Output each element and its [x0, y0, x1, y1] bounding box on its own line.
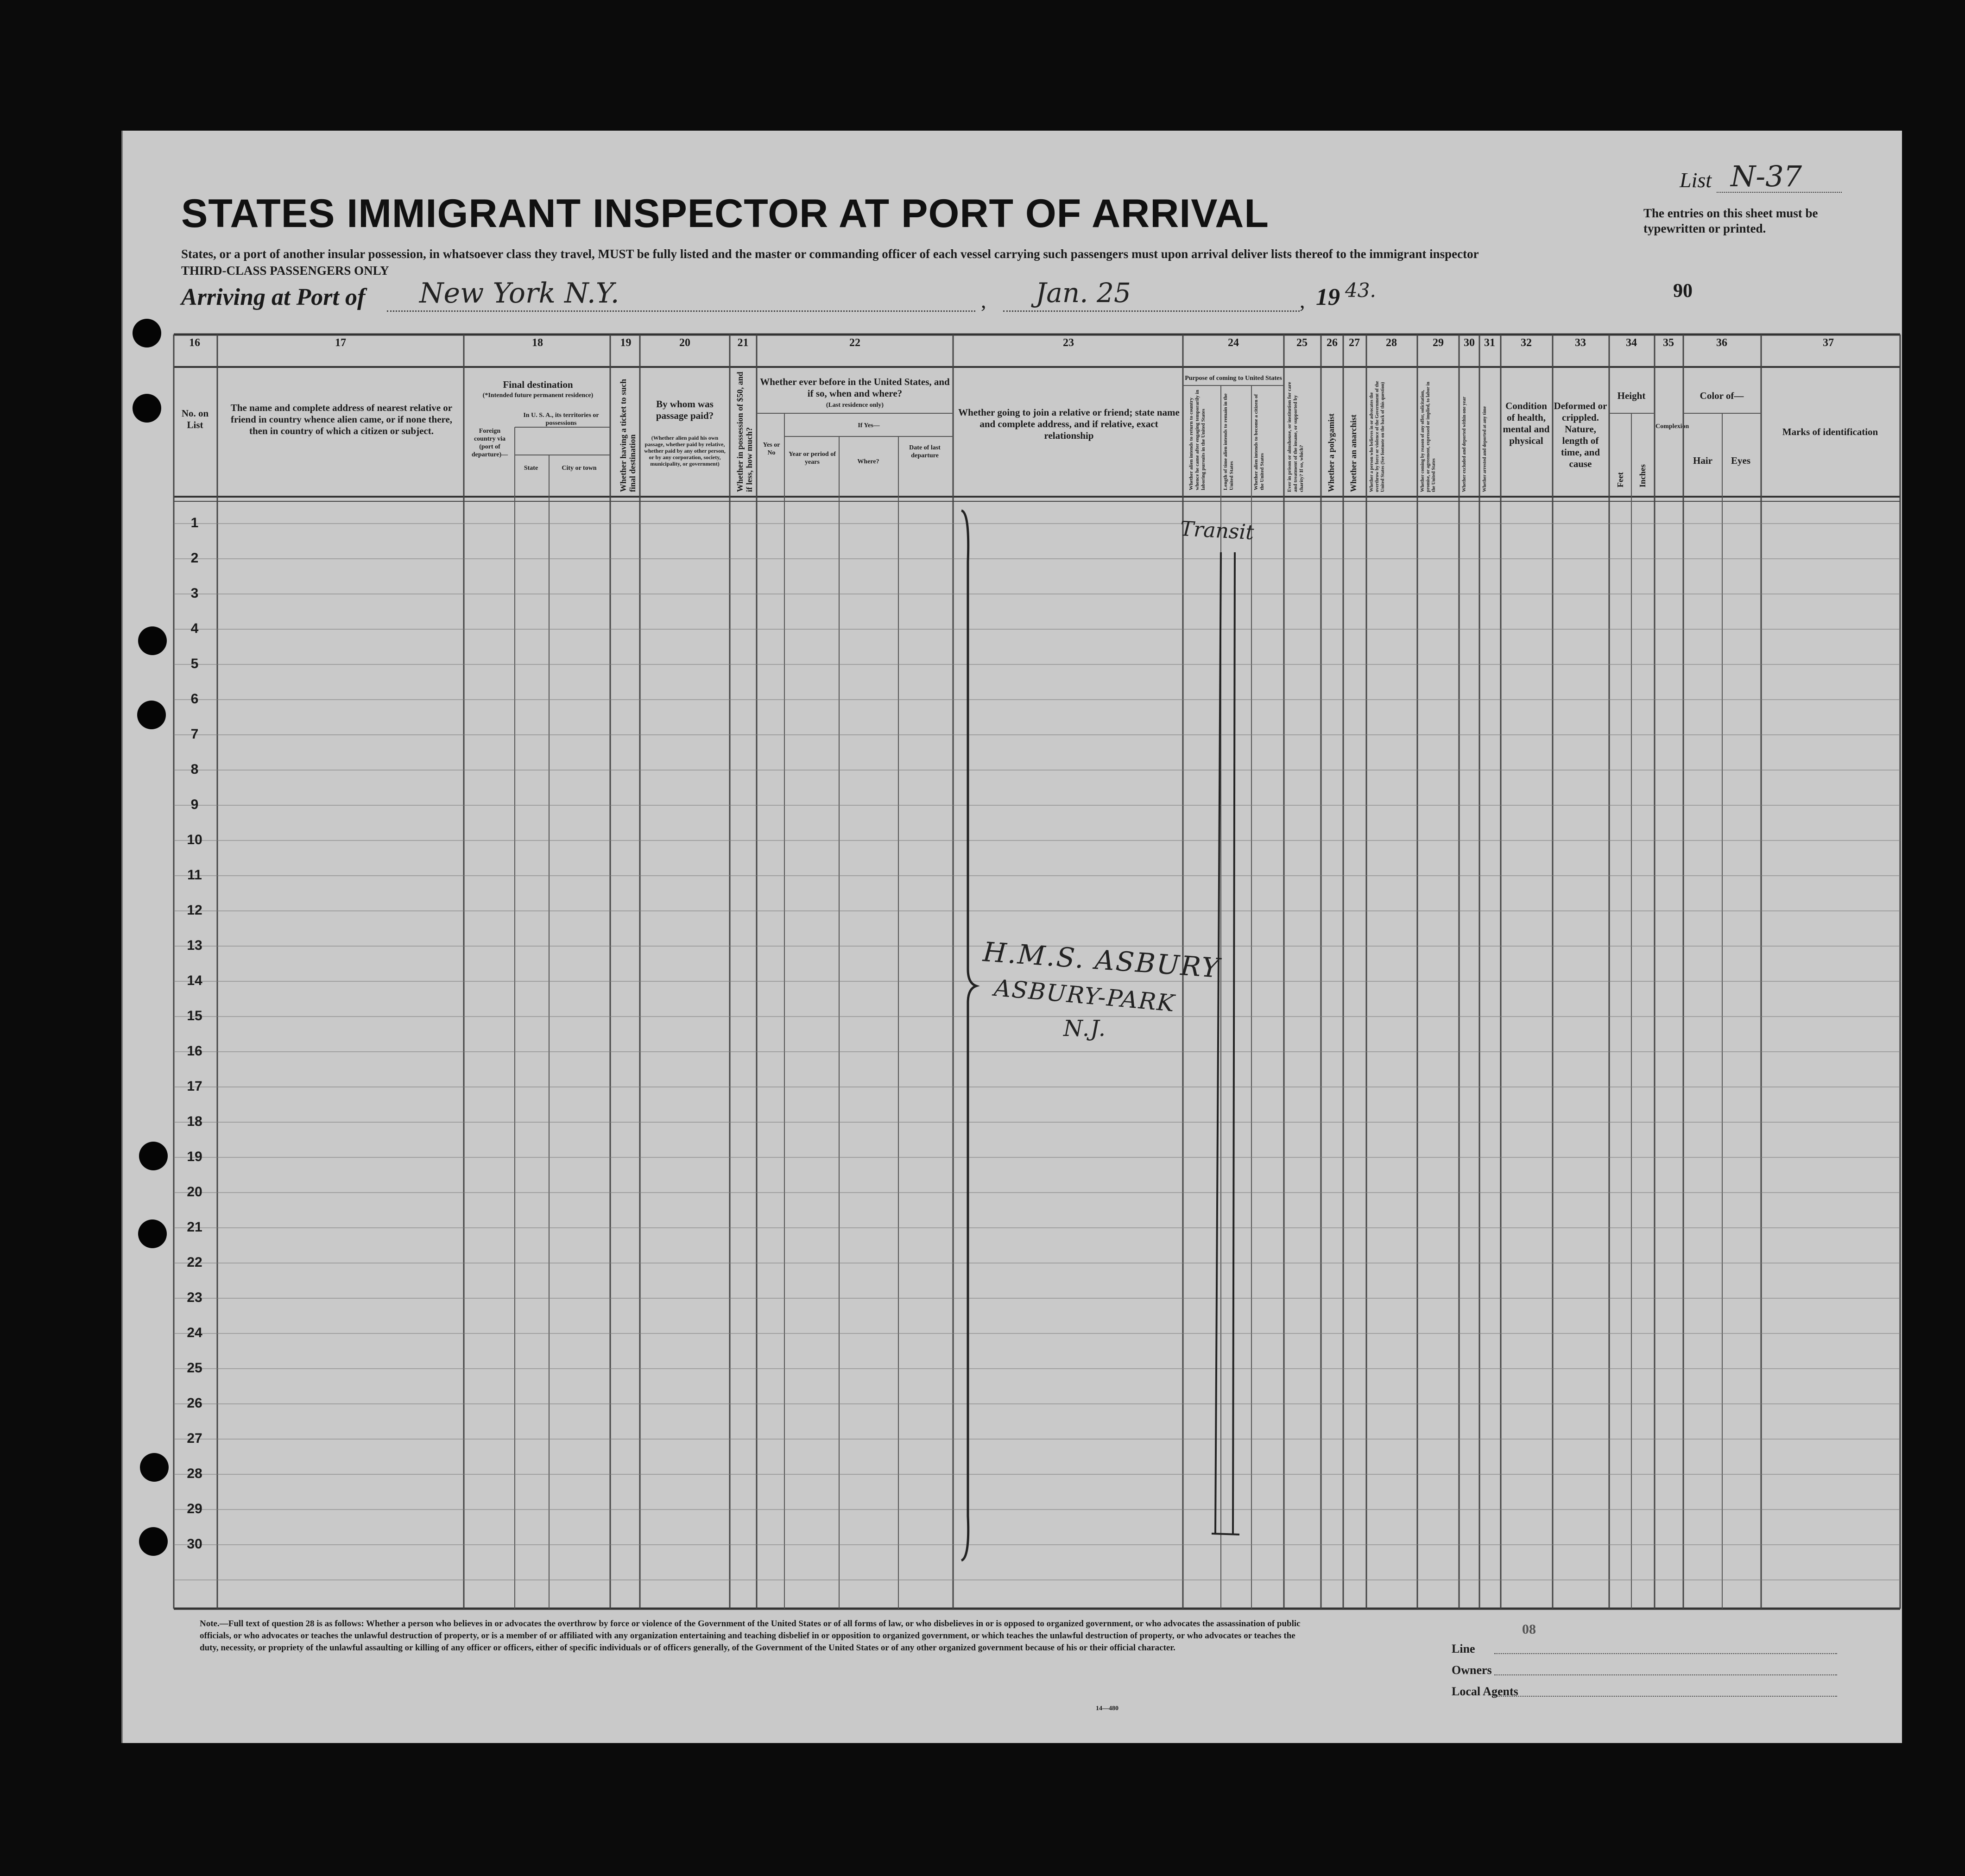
hdr-prison: Ever in prison or almshouse, or institution for care and treatment of the insane, or supported by charity? If so, which? — [1287, 382, 1304, 492]
hdr-state: State — [524, 465, 538, 472]
row-number: 7 — [190, 726, 199, 742]
col-num-18: 18 — [532, 337, 543, 349]
row-number: 25 — [187, 1360, 202, 1376]
hdr-possession-50: Whether in possession of $50, and if less, how much? — [735, 372, 754, 492]
hdr-foreign-country: Foreign country via (port of departure)— — [471, 428, 508, 458]
hdr-last-residence: (Last residence only) — [826, 402, 884, 409]
arriving-label: Arriving at Port of — [181, 284, 366, 310]
hdr-purpose-b: Length of time alien intends to remain in the United States — [1223, 393, 1234, 490]
year-suffix: 43. — [1345, 279, 1376, 302]
hdr-name-address: The name and complete address of nearest relative or friend in country whence alien came, or if none there, then in country of which a citizen or subject. — [230, 402, 453, 436]
hdr-hair: Hair — [1693, 455, 1712, 466]
hdr-in-usa: In U. S. A., its territories or possessions — [523, 412, 599, 427]
row-number: 3 — [190, 586, 199, 601]
row-number: 20 — [187, 1184, 202, 1200]
punch-hole — [138, 626, 167, 655]
line-rule — [1494, 1653, 1837, 1654]
row-number: 8 — [190, 762, 199, 777]
col-num-35: 35 — [1663, 337, 1674, 349]
comma: , — [981, 289, 986, 312]
punch-hole — [137, 701, 166, 729]
row-number: 28 — [187, 1466, 202, 1481]
row-number: 21 — [187, 1219, 202, 1235]
hdr-eyes: Eyes — [1731, 455, 1750, 466]
row-number: 29 — [187, 1501, 202, 1516]
col-num-20: 20 — [679, 337, 690, 349]
row-number: 6 — [190, 691, 199, 707]
col-num-31: 31 — [1484, 337, 1495, 349]
hdr-join-relative: Whether going to join a relative or friend; state name and complete address, and if relative, exact relationship — [958, 407, 1180, 441]
col-num-28: 28 — [1386, 337, 1397, 349]
row-number: 14 — [187, 973, 202, 988]
hdr-q30: Whether excluded and deported within one year — [1462, 397, 1467, 492]
hdr-q29: Whether coming by reason of any offer, solicitation, promise, or agreement, expressed or implied, to labor in the United States — [1420, 381, 1436, 492]
hdr-yes-no: Yes or No — [763, 442, 780, 456]
comma-2: , — [1300, 289, 1305, 312]
col-num-16: 16 — [189, 337, 200, 349]
punch-hole — [138, 1219, 167, 1248]
hdr-year-period: Year or period of years — [789, 451, 836, 466]
row-number: 26 — [187, 1396, 202, 1411]
agents-rule — [1494, 1696, 1837, 1697]
hdr-no-on-list: No. on List — [181, 408, 209, 430]
row-number: 19 — [187, 1149, 202, 1164]
hdr-purpose-a: Whether alien intends to return to country whence he came after engaging temporarily in laboring pursuits in the United States — [1188, 390, 1206, 490]
agents-label: Local Agents — [1452, 1685, 1518, 1698]
subtitle-line1: States, or a port of another insular possession, in whatsoever class they travel, MUST be fully listed and the master or commanding officer of each vessel carrying such passengers must upon arrival deliver lists thereof to the immigrant inspector — [181, 247, 1479, 261]
row-number: 2 — [190, 550, 199, 566]
col-num-32: 32 — [1521, 337, 1532, 349]
hdr-q28: Whether a person who believes in or advocates the overthrow by force or violence of the Government of the United States (See footnote on the back of this question) — [1369, 381, 1385, 492]
hdr-marks: Marks of identification — [1782, 426, 1878, 437]
bracket-marks — [948, 506, 1411, 1585]
row-number: 24 — [187, 1325, 202, 1340]
hdr-complexion: Complexion — [1655, 423, 1689, 430]
col-num-21: 21 — [737, 337, 749, 349]
hdr-passage-paid: By whom was passage paid? — [656, 398, 714, 421]
col-num-25: 25 — [1296, 337, 1308, 349]
row-number: 12 — [187, 903, 202, 918]
hdr-city: City or town — [562, 465, 597, 472]
col-num-19: 19 — [620, 337, 632, 349]
row-number: 18 — [187, 1114, 202, 1129]
col-num-24: 24 — [1228, 337, 1239, 349]
date-value: Jan. 25 — [1036, 277, 1131, 309]
owners-rule — [1494, 1674, 1837, 1675]
row-number: 10 — [187, 832, 202, 847]
row-number: 4 — [190, 621, 199, 636]
owners-label: Owners — [1452, 1663, 1492, 1677]
col-num-27: 27 — [1349, 337, 1360, 349]
list-number: N-37 — [1731, 159, 1802, 193]
col-num-23: 23 — [1063, 337, 1074, 349]
hdr-height: Height — [1617, 390, 1646, 401]
col-num-26: 26 — [1327, 337, 1338, 349]
row-number: 27 — [187, 1431, 202, 1446]
row-number: 9 — [190, 797, 199, 812]
hdr-if-yes: If Yes— — [858, 422, 880, 429]
hdr-ticket: Whether having a ticket to such final destination — [619, 379, 637, 492]
row-number: 11 — [187, 867, 202, 883]
hdr-polygamist: Whether a polygamist — [1327, 413, 1336, 492]
port-value: New York N.Y. — [419, 277, 619, 310]
hdr-feet: Feet — [1616, 472, 1625, 487]
col-num-17: 17 — [335, 337, 346, 349]
punch-hole — [133, 319, 161, 347]
manifest-sheet — [121, 131, 1902, 1743]
hdr-condition: Condition of health, mental and physical — [1503, 400, 1550, 446]
hdr-anarchist: Whether an anarchist — [1349, 414, 1358, 492]
row-number: 1 — [190, 515, 199, 531]
row-number: 13 — [187, 938, 202, 953]
punch-hole — [133, 394, 161, 423]
ship-line-1: H.M.S. ASBURY — [982, 936, 1222, 984]
punch-hole — [140, 1453, 169, 1482]
row-number: 23 — [187, 1290, 202, 1305]
form-number: 14—480 — [1096, 1705, 1118, 1712]
typed-note: The entries on this sheet must be typewritten or printed. — [1643, 206, 1818, 235]
transit-entry: Transit — [1179, 517, 1255, 545]
hdr-purpose: Purpose of coming to United States — [1185, 375, 1282, 382]
hdr-purpose-c: Whether alien intends to become a citizen of the United States — [1253, 394, 1265, 490]
hdr-final-destination: Final destination — [503, 379, 573, 390]
row-number: 22 — [187, 1255, 202, 1270]
footnote: Note.—Full text of question 28 is as follows: Whether a person who believes in or advocates the overthrow by force or violence of the Government of the United States or of all forms of law, or who disbelieves in or is opposed to organized government, or who advocates the assassination of public officials, or who advocates or teaches the unlawful destruction of property, or is a member of or affiliated with any organization entertaining and teaching disbelief in or opposition to organized government, or which teaches the unlawful destruction of property, or who advocates or teaches the duty, necessity, or propriety of the unlawful assaulting or killing of any officer or officers, either of specific individuals or of officers generally, of the Government of the United States or of any other organized government because of his or their official character. — [200, 1619, 1301, 1653]
hdr-q31: Whether arrested and deported at any time — [1482, 406, 1487, 492]
stamp-mark: 08 — [1522, 1622, 1536, 1637]
subtitle-line2: THIRD-CLASS PASSENGERS ONLY — [181, 264, 389, 278]
ship-line-3: N.J. — [1063, 1016, 1106, 1042]
hdr-passage-paid-note: (Whether alien paid his own passage, whether paid by relative, whether paid by any other person, or by any corporation, society, municipality, or government) — [644, 435, 726, 467]
hdr-final-destination-note: (*Intended future permanent residence) — [482, 392, 594, 399]
col-num-34: 34 — [1626, 337, 1637, 349]
col-num-37: 37 — [1823, 337, 1834, 349]
row-number: 30 — [187, 1536, 202, 1552]
hdr-ever-before: Whether ever before in the United States, and if so, when and where? — [760, 376, 950, 399]
punch-hole — [139, 1142, 168, 1170]
hdr-date-last-departure: Date of last departure — [909, 444, 941, 459]
row-number: 5 — [190, 656, 199, 671]
row-number: 17 — [187, 1079, 202, 1094]
row-number: 16 — [187, 1043, 202, 1059]
hdr-color-of: Color of— — [1700, 390, 1744, 401]
row-number: 15 — [187, 1008, 202, 1023]
col-num-30: 30 — [1464, 337, 1475, 349]
ship-line-2: ASBURY-PARK — [993, 974, 1176, 1017]
hdr-deformed: Deformed or crippled. Nature, length of time, and cause — [1554, 400, 1607, 469]
col-num-29: 29 — [1433, 337, 1444, 349]
punch-hole — [139, 1527, 168, 1556]
col-num-22: 22 — [849, 337, 860, 349]
page-title: STATES IMMIGRANT INSPECTOR AT PORT OF ARRIVAL — [181, 191, 1269, 236]
col-num-33: 33 — [1575, 337, 1586, 349]
line-label: Line — [1452, 1642, 1475, 1655]
list-label: List — [1680, 168, 1712, 192]
hdr-where: Where? — [857, 458, 879, 465]
hdr-inches: Inches — [1638, 464, 1647, 487]
page-number: 90 — [1673, 280, 1693, 302]
year-prefix: 19 — [1316, 284, 1340, 310]
col-num-36: 36 — [1716, 337, 1727, 349]
